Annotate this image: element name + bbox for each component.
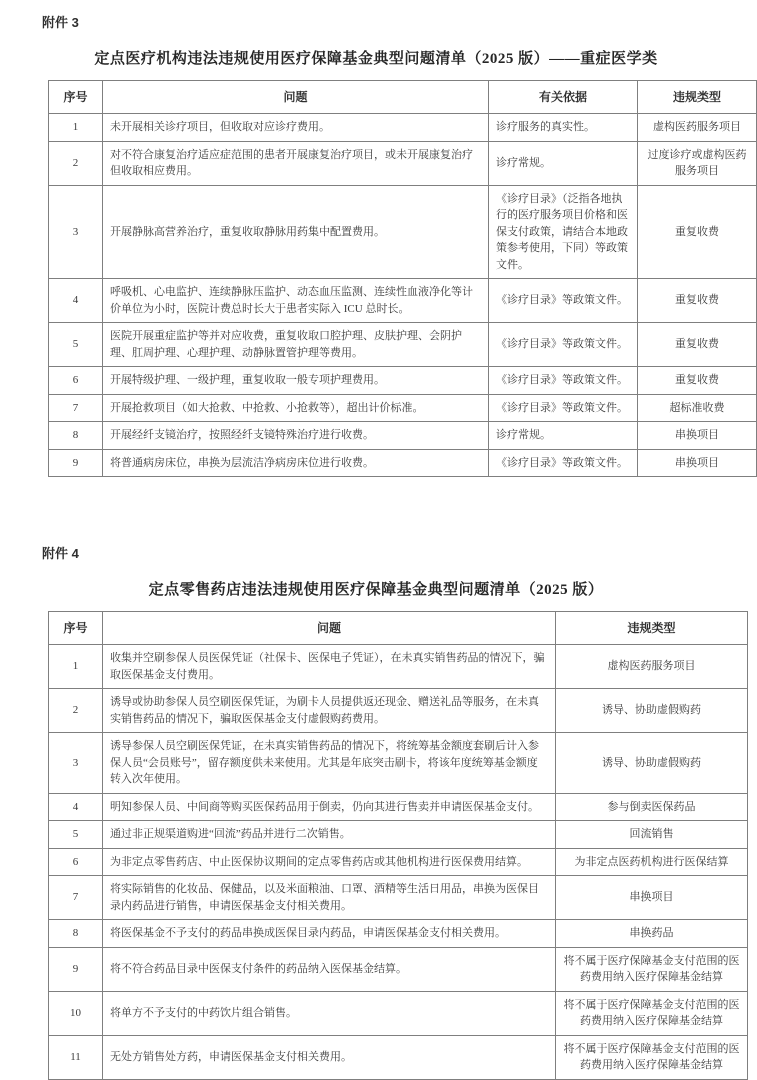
table-row [49, 645, 748, 689]
cell-basis: 《诊疗目录》等政策文件。 [489, 394, 638, 422]
table-row [49, 733, 748, 794]
attachment-4-table [48, 611, 748, 1080]
table-row [49, 323, 757, 367]
cell-type: 虚构医药服务项目 [556, 645, 748, 689]
cell-problem: 为非定点零售药店、中止医保协议期间的定点零售药店或其他机构进行医保费用结算。 [103, 848, 556, 876]
cell-basis: 《诊疗目录》等政策文件。 [489, 367, 638, 395]
table-row [49, 848, 748, 876]
cell-type: 超标准收费 [638, 394, 757, 422]
cell-type: 回流销售 [556, 821, 748, 849]
cell-problem: 开展特级护理、一级护理，重复收取一般专项护理费用。 [103, 367, 489, 395]
table-row [49, 947, 748, 991]
table-row [49, 920, 748, 948]
cell-type: 串换药品 [556, 920, 748, 948]
cell-problem: 呼吸机、心电监护、连续静脉压监护、动态血压监测、连续性血液净化等计价单位为小时，医院计费总时长大于患者实际入 ICU 总时长。 [103, 279, 489, 323]
cell-basis: 诊疗常规。 [489, 422, 638, 450]
cell-type: 参与倒卖医保药品 [556, 793, 748, 821]
cell-problem: 诱导或协助参保人员空刷医保凭证，为刷卡人员提供返还现金、赠送礼品等服务，在未真实销售药品的情况下，骗取医保基金支付虚假购药费用。 [103, 689, 556, 733]
attachment-4-label: 附件 4 [42, 546, 79, 561]
table-header [49, 612, 748, 645]
attachment-4-section [0, 543, 752, 1080]
cell-type: 串换项目 [638, 449, 757, 477]
cell-type: 诱导、协助虚假购药 [556, 733, 748, 794]
cell-basis: 《诊疗目录》等政策文件。 [489, 279, 638, 323]
table-row [49, 141, 757, 185]
attachment-3-title: 定点医疗机构违法违规使用医疗保障基金典型问题清单（2025 版）——重症医学类 [94, 51, 658, 67]
cell-no: 9 [49, 449, 103, 477]
cell-problem: 将不符合药品目录中医保支付条件的药品纳入医保基金结算。 [103, 947, 556, 991]
cell-problem: 通过非正规渠道购进“回流”药品并进行二次销售。 [103, 821, 556, 849]
column-header: 问题 [103, 81, 489, 114]
cell-type: 重复收费 [638, 323, 757, 367]
table-row [49, 793, 748, 821]
table-header-row [49, 81, 757, 114]
column-header: 序号 [49, 612, 103, 645]
cell-no: 11 [49, 1035, 103, 1079]
cell-basis: 诊疗常规。 [489, 141, 638, 185]
cell-no: 9 [49, 947, 103, 991]
cell-type: 过度诊疗或虚构医药服务项目 [638, 141, 757, 185]
table-row [49, 991, 748, 1035]
cell-problem: 收集并空刷参保人员医保凭证（社保卡、医保电子凭证），在未真实销售药品的情况下，骗取医保基金支付费用。 [103, 645, 556, 689]
cell-no: 5 [49, 821, 103, 849]
cell-problem: 无处方销售处方药，申请医保基金支付相关费用。 [103, 1035, 556, 1079]
cell-type: 重复收费 [638, 279, 757, 323]
cell-no: 2 [49, 689, 103, 733]
cell-type: 重复收费 [638, 185, 757, 279]
cell-no: 4 [49, 279, 103, 323]
cell-problem: 开展抢救项目（如大抢救、中抢救、小抢救等），超出计价标准。 [103, 394, 489, 422]
cell-problem: 开展经纤支镜治疗，按照经纤支镜特殊治疗进行收费。 [103, 422, 489, 450]
cell-no: 1 [49, 114, 103, 142]
table-row [49, 422, 757, 450]
attachment-3-table [48, 80, 757, 477]
cell-problem: 明知参保人员、中间商等购买医保药品用于倒卖，仍向其进行售卖并申请医保基金支付。 [103, 793, 556, 821]
table-body [49, 645, 748, 1080]
cell-basis: 《诊疗目录》（泛指各地执行的医疗服务项目价格和医保支付政策，请结合本地政策参考使用，下同）等政策文件。 [489, 185, 638, 279]
cell-no: 6 [49, 367, 103, 395]
table-row [49, 367, 757, 395]
table-row [49, 689, 748, 733]
attachment-4-title: 定点零售药店违法违规使用医疗保障基金典型问题清单（2025 版） [148, 582, 604, 598]
cell-problem: 将医保基金不予支付的药品串换成医保目录内药品，申请医保基金支付相关费用。 [103, 920, 556, 948]
cell-problem: 诱导参保人员空刷医保凭证，在未真实销售药品的情况下，将统筹基金额度套刷后计入参保人员“会员账号”，留存额度供未来使用。尤其是年底突击刷卡，将该年度统筹基金额度转入次年使用。 [103, 733, 556, 794]
table-header [49, 81, 757, 114]
cell-no: 10 [49, 991, 103, 1035]
cell-no: 6 [49, 848, 103, 876]
cell-basis: 《诊疗目录》等政策文件。 [489, 449, 638, 477]
cell-no: 8 [49, 920, 103, 948]
cell-problem: 医院开展重症监护等并对应收费，重复收取口腔护理、皮肤护理、会阴护理、肛周护理、心理护理、动静脉置管护理等费用。 [103, 323, 489, 367]
cell-type: 为非定点医药机构进行医保结算 [556, 848, 748, 876]
cell-no: 3 [49, 733, 103, 794]
cell-type: 虚构医药服务项目 [638, 114, 757, 142]
cell-no: 8 [49, 422, 103, 450]
column-header: 违规类型 [556, 612, 748, 645]
cell-problem: 将实际销售的化妆品、保健品，以及米面粮油、口罩、酒精等生活日用品，串换为医保目录内药品进行销售，申请医保基金支付相关费用。 [103, 876, 556, 920]
section-gap [0, 477, 752, 543]
cell-no: 3 [49, 185, 103, 279]
table-body [49, 114, 757, 477]
cell-type: 将不属于医疗保障基金支付范围的医药费用纳入医疗保障基金结算 [556, 947, 748, 991]
column-header: 序号 [49, 81, 103, 114]
cell-problem: 开展静脉高营养治疗，重复收取静脉用药集中配置费用。 [103, 185, 489, 279]
cell-type: 串换项目 [556, 876, 748, 920]
cell-problem: 未开展相关诊疗项目，但收取对应诊疗费用。 [103, 114, 489, 142]
table-row [49, 185, 757, 279]
table-row [49, 394, 757, 422]
table-row [49, 821, 748, 849]
cell-type: 重复收费 [638, 367, 757, 395]
cell-type: 串换项目 [638, 422, 757, 450]
cell-basis: 《诊疗目录》等政策文件。 [489, 323, 638, 367]
cell-problem: 将普通病房床位，串换为层流洁净病房床位进行收费。 [103, 449, 489, 477]
cell-no: 5 [49, 323, 103, 367]
attachment-3-section [0, 12, 752, 477]
table-header-row [49, 612, 748, 645]
cell-problem: 将单方不予支付的中药饮片组合销售。 [103, 991, 556, 1035]
cell-type: 将不属于医疗保障基金支付范围的医药费用纳入医疗保障基金结算 [556, 991, 748, 1035]
column-header: 违规类型 [638, 81, 757, 114]
cell-no: 2 [49, 141, 103, 185]
cell-problem: 对不符合康复治疗适应症范围的患者开展康复治疗项目，或未开展康复治疗但收取相应费用。 [103, 141, 489, 185]
table-row [49, 449, 757, 477]
table-row [49, 279, 757, 323]
cell-type: 将不属于医疗保障基金支付范围的医药费用纳入医疗保障基金结算 [556, 1035, 748, 1079]
cell-no: 4 [49, 793, 103, 821]
cell-type: 诱导、协助虚假购药 [556, 689, 748, 733]
attachment-3-label: 附件 3 [42, 15, 79, 30]
cell-no: 1 [49, 645, 103, 689]
table-row [49, 876, 748, 920]
cell-no: 7 [49, 876, 103, 920]
cell-no: 7 [49, 394, 103, 422]
column-header: 问题 [103, 612, 556, 645]
cell-basis: 诊疗服务的真实性。 [489, 114, 638, 142]
table-row [49, 114, 757, 142]
column-header: 有关依据 [489, 81, 638, 114]
table-row [49, 1035, 748, 1079]
